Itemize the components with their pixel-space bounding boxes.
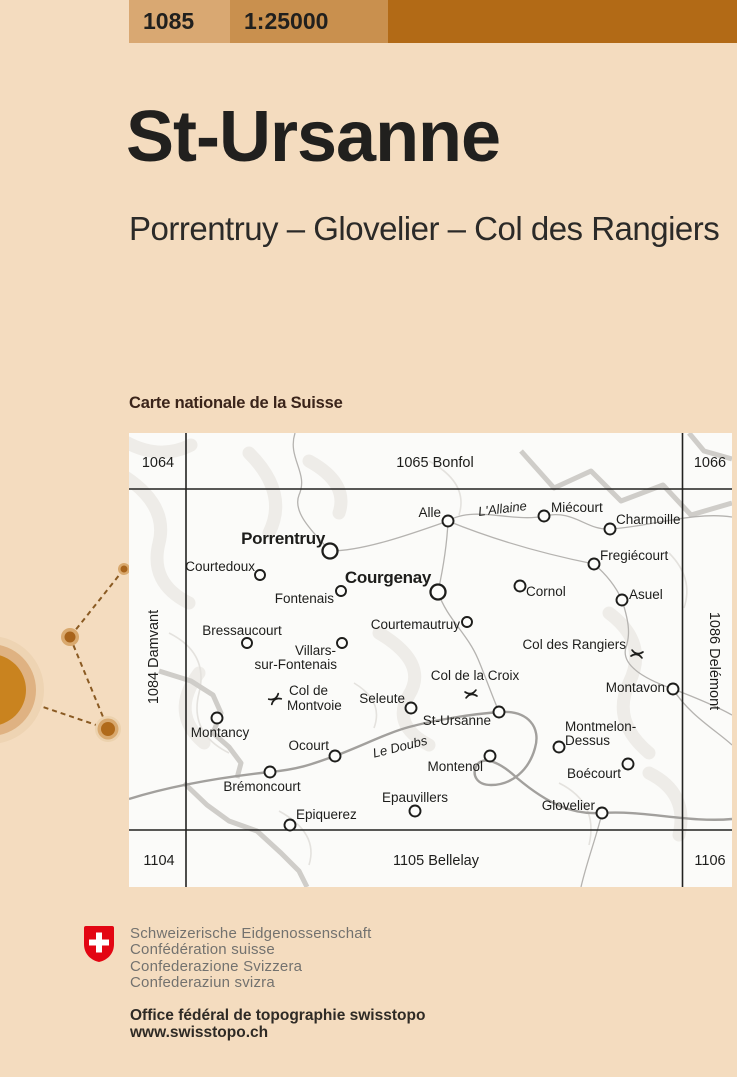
town-marker — [589, 559, 600, 570]
pass-label: Col des Rangiers — [522, 637, 626, 652]
town-label: Montmelon- — [565, 719, 637, 734]
series-label: Carte nationale de la Suisse — [129, 394, 343, 412]
town-marker — [265, 767, 276, 778]
town-marker — [623, 759, 634, 770]
website-url: www.swisstopo.ch — [130, 1024, 269, 1041]
town-marker — [285, 820, 296, 831]
river-label: Le Doubs — [371, 732, 429, 761]
town-courtedoux — [185, 559, 265, 580]
pass-label: Col de la Croix — [430, 668, 520, 683]
town-label: Brémoncourt — [223, 779, 301, 794]
river-label: L'Allaine — [477, 498, 528, 519]
decoration-dot-small — [118, 563, 129, 575]
town-label: Asuel — [629, 587, 663, 602]
town-marker — [494, 707, 505, 718]
town-marker — [431, 585, 446, 600]
sheet-label-bottom-right: 1106 — [694, 853, 726, 869]
town-courtemautruy — [371, 617, 472, 632]
town-marker — [554, 742, 565, 753]
map-features — [185, 498, 680, 830]
town-bo-court — [567, 759, 634, 782]
town-marker — [597, 808, 608, 819]
town-marker — [330, 751, 341, 762]
pass-col-de-montvoie — [269, 683, 342, 713]
decoration-dashed-lines — [40, 569, 124, 729]
town-marker — [406, 703, 417, 714]
town-charmoille — [605, 512, 681, 535]
town-label: Cornol — [526, 584, 566, 599]
office-text-block — [130, 1007, 425, 1041]
confederation-line-it: Confederazione Svizzera — [130, 957, 303, 975]
decoration-dot-large — [95, 716, 121, 742]
cover-decoration — [0, 540, 129, 770]
town-label: Montancy — [190, 725, 250, 740]
confederation-line-de: Schweizerische Eidgenossenschaft — [130, 925, 372, 942]
town-fontenais — [275, 586, 346, 606]
town-label: Dessus — [565, 733, 611, 748]
town-marker — [242, 638, 252, 648]
town-marker — [485, 751, 496, 762]
boundary-bands — [159, 433, 732, 887]
town-marker — [212, 713, 223, 724]
town-marker — [617, 595, 628, 606]
town-label: Glovelier — [541, 798, 595, 813]
town-alle — [418, 505, 453, 527]
town-epauvillers — [382, 790, 448, 817]
map-scale: 1:25000 — [244, 8, 329, 34]
town-label: Montavon — [605, 680, 665, 695]
town-st-ursanne — [423, 707, 505, 729]
town-label: Boécourt — [566, 766, 621, 781]
town-label: Courtedoux — [185, 559, 255, 574]
map-index-svg — [129, 433, 732, 887]
town-montmelon-dessus — [554, 719, 637, 753]
page-title: St-Ursanne — [126, 97, 501, 177]
town-label: Fontenais — [274, 591, 334, 606]
confederation-text-block — [130, 926, 372, 992]
town-marker — [410, 806, 421, 817]
town-label: sur-Fontenais — [254, 657, 337, 672]
pass-col-de-la-croix — [431, 668, 520, 698]
scale-cell — [230, 0, 388, 43]
pass-label: Col de — [289, 683, 329, 698]
sheet-label-right: 1086 Delémont — [706, 611, 722, 711]
decoration-dot-medium — [61, 628, 79, 646]
town-epiquerez — [285, 807, 358, 831]
town-marker — [336, 586, 346, 596]
town-label: St-Ursanne — [422, 713, 491, 728]
sheet-label-bottom-left: 1104 — [143, 853, 175, 869]
town-porrentruy — [241, 529, 337, 559]
town-courgenay — [345, 568, 446, 600]
town-cornol — [515, 581, 566, 600]
pass-label: Montvoie — [287, 698, 342, 713]
town-label: Charmoille — [616, 512, 681, 527]
river-l-allaine — [477, 498, 527, 519]
town-label: Miécourt — [551, 500, 603, 515]
town-asuel — [617, 587, 663, 606]
sheet-label-top-right: 1066 — [693, 455, 727, 471]
town-label: Fregiécourt — [600, 548, 669, 563]
town-label: Courtemautruy — [370, 617, 460, 632]
town-label: Montenol — [427, 759, 483, 774]
sheet-label-top: 1065 Bonfol — [396, 455, 474, 471]
header-bar — [129, 0, 737, 43]
town-label: Epiquerez — [296, 807, 357, 822]
town-marker — [337, 638, 347, 648]
page-subtitle: Porrentruy – Glovelier – Col des Rangiers — [129, 210, 720, 247]
confederation-line-fr: Confédération suisse — [130, 941, 275, 959]
confederation-line-rm: Confederaziun svizra — [130, 974, 275, 992]
town-label: Epauvillers — [381, 790, 449, 805]
town-fregi-court — [589, 548, 669, 570]
town-marker — [443, 516, 454, 527]
sheet-number-cell — [129, 0, 230, 43]
town-marker — [255, 570, 265, 580]
town-marker — [462, 617, 472, 627]
town-label: Seleute — [359, 691, 405, 706]
town-ocourt — [288, 738, 340, 762]
town-marker — [515, 581, 526, 592]
sheet-number: 1085 — [143, 8, 195, 34]
town-label: Porrentruy — [241, 529, 325, 548]
town-label: Ocourt — [288, 738, 329, 753]
sheet-label-left: 1084 Damvant — [146, 609, 162, 705]
town-label: Bressaucourt — [202, 623, 282, 638]
town-montenol — [427, 751, 495, 775]
town-montancy — [191, 713, 250, 741]
town-label: Villars- — [294, 643, 336, 658]
town-montavon — [606, 680, 679, 695]
town-bressaucourt — [202, 623, 282, 648]
swiss-shield-icon — [82, 925, 116, 963]
town-mi-court — [539, 500, 604, 522]
header-bar-filler — [388, 0, 737, 43]
town-label: Courgenay — [344, 568, 431, 587]
town-marker — [539, 511, 550, 522]
sheet-label-top-left: 1064 — [141, 455, 175, 471]
town-label: Alle — [418, 505, 441, 520]
sheet-label-bottom: 1105 Bellelay — [393, 853, 479, 869]
town-villars-sur-fontenais — [254, 638, 347, 672]
town-marker — [605, 524, 616, 535]
town-marker — [668, 684, 679, 695]
town-glovelier — [542, 798, 608, 819]
map-index-panel — [129, 433, 732, 887]
decoration-bullseye — [0, 636, 44, 744]
office-line: Office fédéral de topographie swisstopo — [130, 1007, 426, 1024]
